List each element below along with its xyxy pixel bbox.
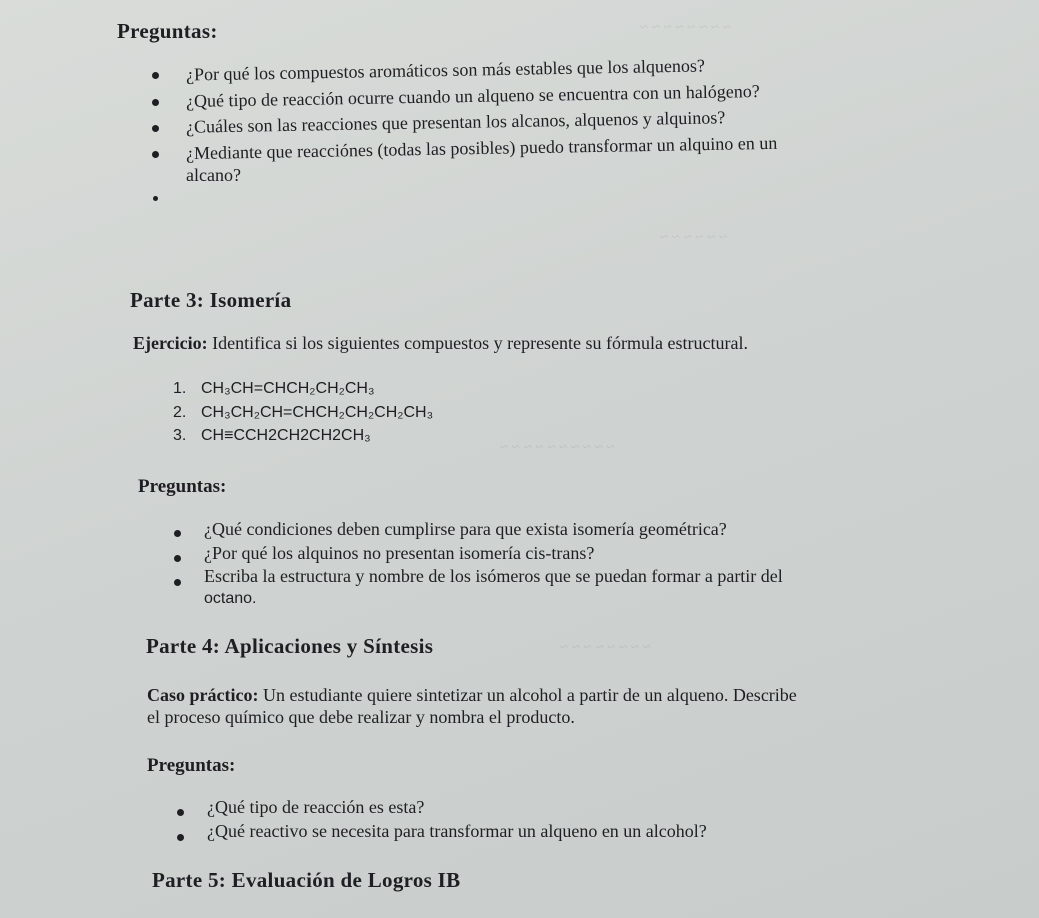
bullet: [174, 530, 181, 537]
question-item: ¿Qué tipo de reacción es esta?: [207, 797, 425, 817]
bleed-through-texture: ~ ~ ~ ~ ~ ~ ~ ~: [560, 640, 652, 656]
compound-formula: CH₃CH=CHCH₂CH₂CH₃: [201, 380, 375, 397]
exercise-text: Identifica si los siguientes compuestos y represente su fórmula estructural.: [212, 333, 748, 353]
empty-bullet: [153, 196, 158, 201]
compound-formula: CH≡CCH2CH2CH2CH₃: [201, 427, 371, 444]
parte4-title: Parte 4: Aplicaciones y Síntesis: [146, 634, 434, 658]
case-line-1: [147, 685, 797, 706]
case-text: Un estudiante quiere sintetizar un alcohol a partir de un alqueno. Describe: [262, 685, 797, 705]
parte5-title: Parte 5: Evaluación de Logros IB: [152, 868, 461, 892]
exercise-label: Ejercicio:: [133, 333, 208, 353]
question-item: ¿Qué condiciones deben cumplirse para que exista isomería geométrica?: [204, 519, 727, 539]
bullet: [152, 99, 159, 106]
bullet: [177, 834, 184, 841]
case-label: Caso práctico:: [147, 685, 259, 705]
bullet: [152, 72, 159, 79]
parte4-questions-heading: Preguntas:: [147, 755, 236, 776]
parte3-title: Parte 3: Isomería: [130, 288, 292, 312]
question-item: ¿Por qué los compuestos aromáticos son más estables que los alquenos?: [185, 55, 706, 85]
question-item: ¿Por qué los alquinos no presentan isomería cis-trans?: [204, 543, 595, 563]
bullet: [152, 151, 159, 158]
bullet: [174, 579, 181, 586]
exercise-line: [133, 333, 748, 354]
compound-number: 3.: [173, 427, 187, 444]
bullet: [177, 809, 184, 816]
bullet: [174, 555, 181, 562]
question-item: ¿Mediante que reacciónes (todas las posibles) puedo transformar un alquino en un: [185, 132, 778, 164]
question-item-continued: alcano?: [186, 165, 241, 185]
bleed-through-texture: ~ ~ ~ ~ ~ ~: [660, 230, 728, 246]
compound-number: 2.: [173, 404, 187, 421]
question-item: ¿Qué reactivo se necesita para transformar un alqueno en un alcohol?: [207, 821, 707, 841]
bullet: [152, 125, 159, 132]
case-line-2: el proceso químico que debe realizar y nombra el producto.: [147, 707, 575, 727]
question-item: Escriba la estructura y nombre de los isómeros que se puedan formar a partir del: [204, 566, 783, 586]
section1-heading: Preguntas:: [117, 19, 218, 43]
bleed-through-texture: ~ ~ ~ ~ ~ ~ ~ ~ ~ ~: [500, 440, 615, 456]
parte3-questions-heading: Preguntas:: [138, 476, 227, 497]
question-item: ¿Cuáles son las reacciones que presentan los alcanos, alquenos y alquinos?: [185, 107, 726, 137]
bleed-through-texture: ~ ~ ~ ~ ~ ~ ~ ~: [640, 20, 732, 36]
question-item-continued: octano.: [204, 590, 257, 607]
question-item: ¿Qué tipo de reacción ocurre cuando un alqueno se encuentra con un halógeno?: [185, 80, 760, 112]
compound-number: 1.: [173, 380, 187, 397]
compound-formula: CH₃CH₂CH=CHCH₂CH₂CH₂CH₃: [201, 404, 434, 421]
